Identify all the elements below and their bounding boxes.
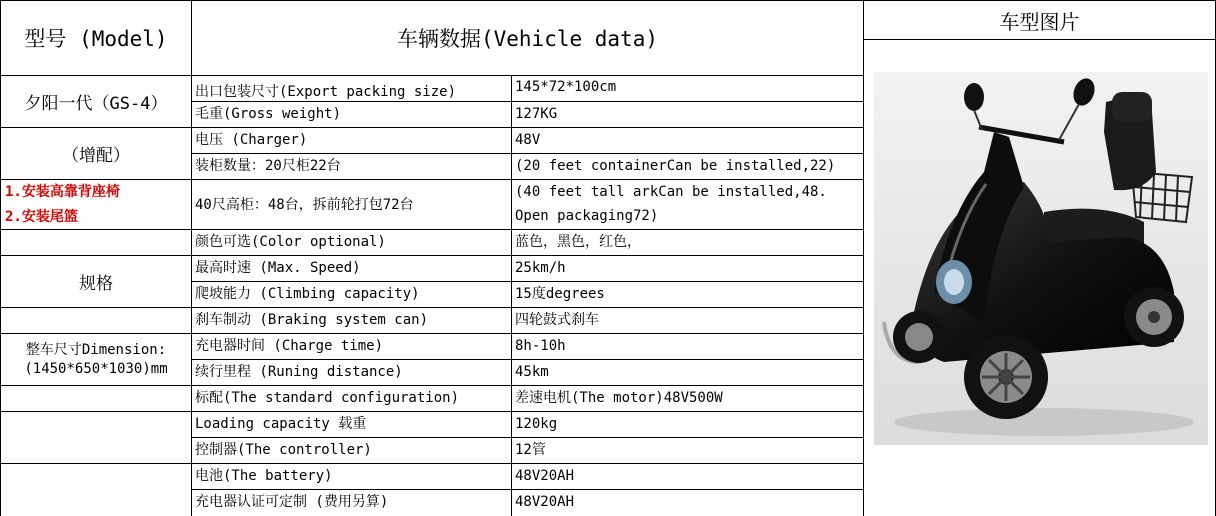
upgrade-item-basket: 2.安装尾篮 bbox=[0, 205, 192, 230]
row-label: 最高时速 (Max. Speed) bbox=[192, 256, 512, 282]
row-label: 电压 (Charger) bbox=[192, 128, 512, 154]
row-label: Loading capacity 载重 bbox=[192, 412, 512, 438]
spec-label: 规格 bbox=[0, 256, 192, 308]
dimension-value: (1450*650*1030)mm bbox=[24, 360, 168, 377]
row-value: 120kg bbox=[512, 412, 864, 438]
blank-cell bbox=[0, 464, 192, 516]
row-value bbox=[512, 180, 864, 230]
row-label: 出口包装尺寸(Export packing size) bbox=[192, 76, 512, 102]
row-label: 颜色可选(Color optional) bbox=[192, 230, 512, 256]
dimension-label: 整车尺寸Dimension: bbox=[25, 341, 167, 358]
row-label: 刹车制动 (Braking system can) bbox=[192, 308, 512, 334]
row-value: 127KG bbox=[512, 102, 864, 128]
row-value: 25km/h bbox=[512, 256, 864, 282]
row-label: 续行里程 (Runing distance) bbox=[192, 360, 512, 386]
row-label: 爬坡能力 (Climbing capacity) bbox=[192, 282, 512, 308]
scooter-photo bbox=[874, 72, 1208, 445]
row-value: 45km bbox=[512, 360, 864, 386]
row-value-line: (40 feet tall arkCan be installed,48. bbox=[515, 184, 827, 200]
wheel-icon bbox=[964, 335, 1048, 419]
wheel-icon bbox=[893, 311, 945, 363]
row-value: 48V bbox=[512, 128, 864, 154]
row-label: 标配(The standard configuration) bbox=[192, 386, 512, 412]
row-label: 充电器认证可定制 (费用另算) bbox=[192, 490, 512, 516]
row-value: 12管 bbox=[512, 438, 864, 464]
row-value: 15度degrees bbox=[512, 282, 864, 308]
row-label: 装柜数量：20尺柜22台 bbox=[192, 154, 512, 180]
row-value: 差速电机(The motor)48V500W bbox=[512, 386, 864, 412]
row-label: 控制器(The controller) bbox=[192, 438, 512, 464]
blank-cell bbox=[0, 230, 192, 256]
row-value: 145*72*100cm bbox=[512, 76, 864, 102]
row-value: 蓝色，黑色，红色， bbox=[512, 230, 864, 256]
model-header: 型号 (Model) bbox=[0, 0, 192, 76]
blank-cell bbox=[0, 386, 192, 412]
upgrade-item-seat: 1.安装高靠背座椅 bbox=[0, 180, 192, 205]
model-name: 夕阳一代（GS-4） bbox=[0, 76, 192, 128]
vehicle-data-header: 车辆数据(Vehicle data) bbox=[192, 0, 864, 76]
image-header: 车型图片 bbox=[864, 0, 1216, 40]
wheel-icon bbox=[1124, 287, 1184, 347]
row-value: 48V20AH bbox=[512, 464, 864, 490]
upgrade-label: （增配） bbox=[0, 128, 192, 180]
blank-cell bbox=[0, 308, 192, 334]
row-value: 48V20AH bbox=[512, 490, 864, 516]
row-value-line: Open packaging72) bbox=[515, 208, 659, 224]
row-label: 充电器时间 (Charge time) bbox=[192, 334, 512, 360]
row-label: 毛重(Gross weight) bbox=[192, 102, 512, 128]
row-value: 四轮鼓式刹车 bbox=[512, 308, 864, 334]
row-value: 8h-10h bbox=[512, 334, 864, 360]
row-value: (20 feet containerCan be installed,22) bbox=[512, 154, 864, 180]
blank-cell bbox=[0, 412, 192, 464]
row-label: 40尺高柜：48台，拆前轮打包72台 bbox=[192, 180, 512, 230]
dimension-cell bbox=[0, 334, 192, 386]
row-label: 电池(The battery) bbox=[192, 464, 512, 490]
